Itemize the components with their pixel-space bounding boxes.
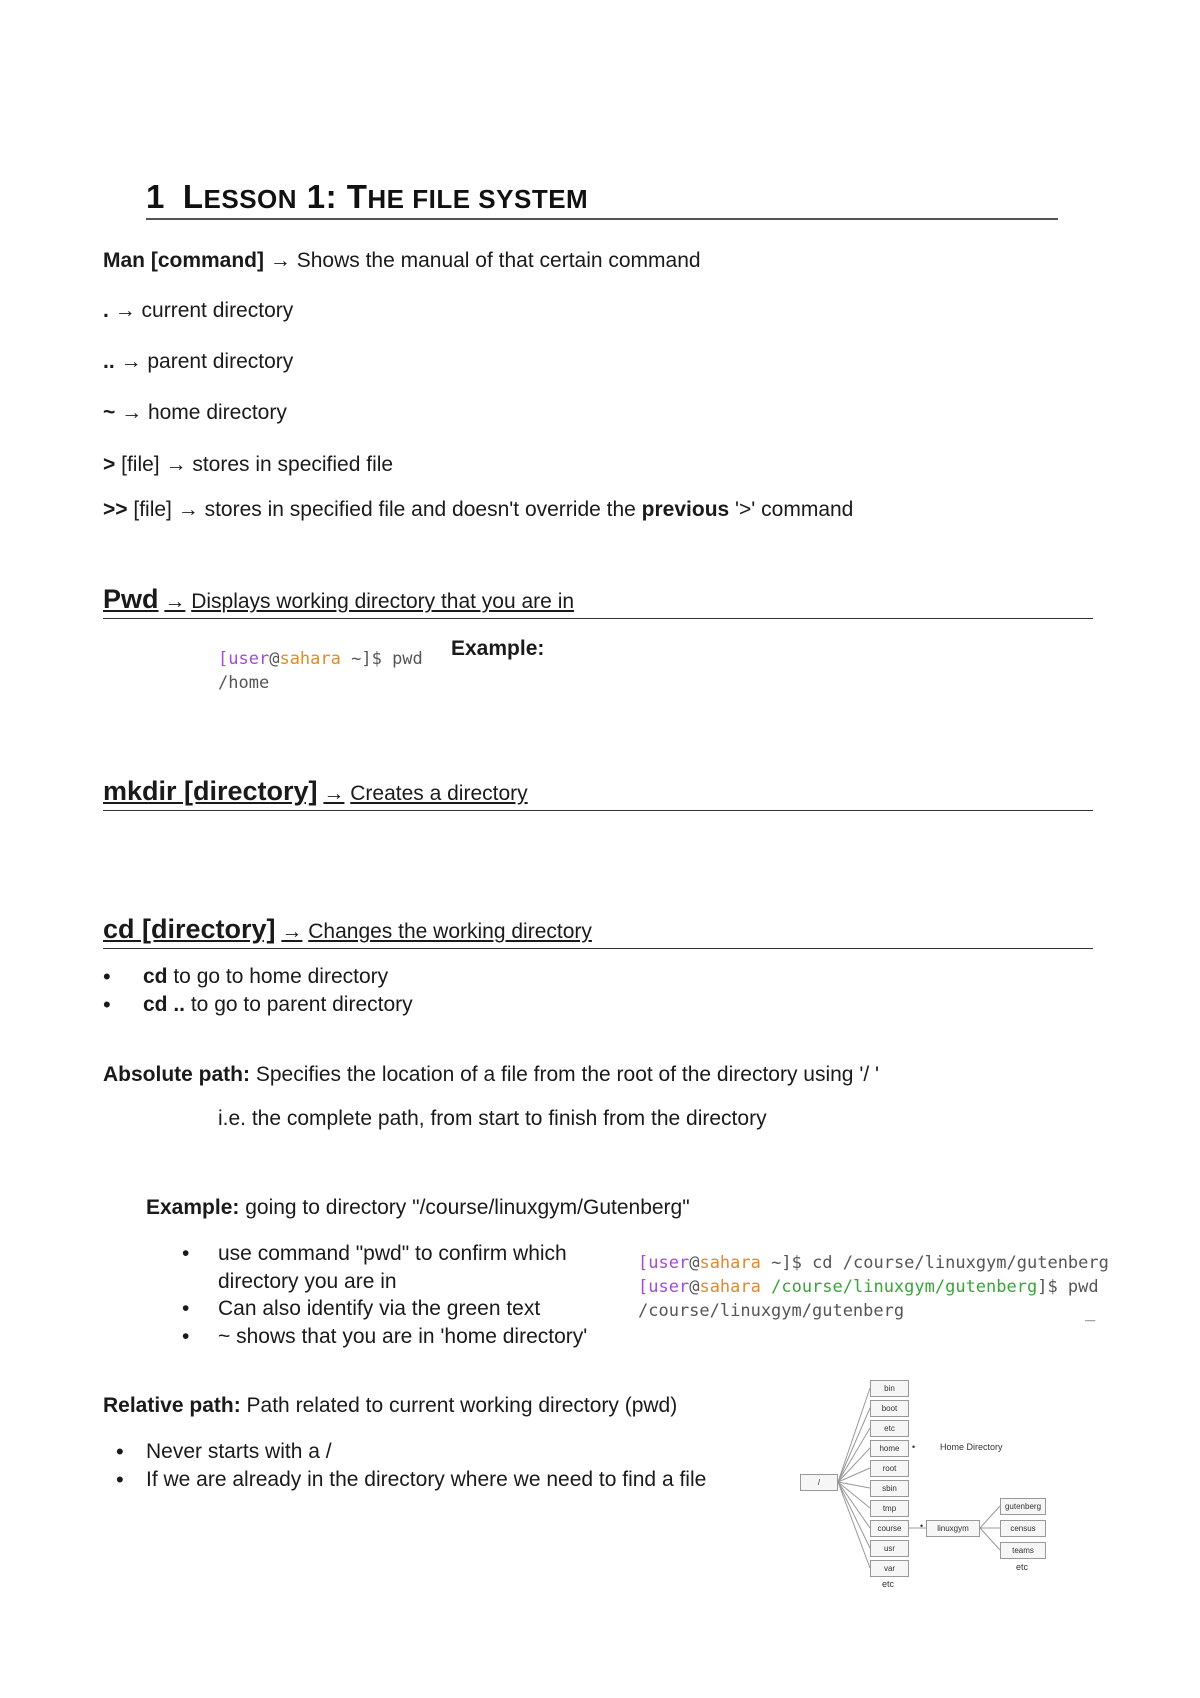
arrow-icon: →: [164, 590, 186, 613]
dot-line: [103, 299, 293, 323]
mkdir-title: mkdir [directory]: [103, 776, 318, 806]
list-item: • ~ shows that you are in 'home directory': [182, 1324, 588, 1348]
arrow-icon: →: [281, 920, 303, 943]
example-text: going to directory "/course/linuxgym/Gutenberg": [239, 1196, 690, 1219]
tree-node: census: [1000, 1520, 1046, 1537]
pwd-term-output: /home: [218, 673, 270, 693]
arrow-icon: →: [121, 401, 143, 424]
pwd-term-line1: [user@sahara ~]$ pwd: [218, 649, 423, 669]
relative-label: Relative path:: [103, 1394, 241, 1417]
list-item: • Can also identify via the green text: [182, 1297, 541, 1320]
gtgt-arg: [file]: [133, 498, 172, 521]
list-item: • If we are already in the directory where we need to find a file: [116, 1466, 706, 1494]
man-desc: Shows the manual of that certain command: [296, 249, 701, 272]
tree-home-label-dot: •: [912, 1442, 916, 1452]
cd-bullets: [103, 963, 413, 1019]
title-number: 1: [146, 178, 165, 215]
title-first: L: [182, 178, 204, 215]
gt-arg: [file]: [121, 453, 160, 476]
gtgt-desc-b: '>' command: [729, 498, 854, 521]
gtgt-desc-bold: previous: [641, 498, 730, 521]
list-item: • Never starts with a /: [116, 1438, 706, 1466]
arrow-icon: →: [165, 453, 187, 476]
relative-bullets: [116, 1438, 706, 1494]
man-cmd: Man [command]: [103, 249, 265, 272]
gtgt-desc-a: stores in specified file and doesn't override the: [204, 498, 642, 521]
pwd-example-label: Example:: [451, 637, 545, 660]
absolute-note: i.e. the complete path, from start to finish from the directory: [218, 1107, 767, 1130]
dot-desc: current directory: [141, 299, 294, 322]
absolute-bullets: [182, 1240, 587, 1350]
abs-term-line1: [user@sahara ~]$ cd /course/linuxgym/gutenberg: [638, 1253, 1109, 1273]
arrow-icon: →: [323, 782, 345, 805]
abs-term-line2: [user@sahara /course/linuxgym/gutenberg]$ pwd: [638, 1277, 1099, 1297]
arrow-icon: →: [177, 498, 199, 521]
tree-node: gutenberg: [1000, 1498, 1046, 1515]
dotdot-sym: ..: [103, 350, 115, 373]
tree-children-more: etc: [1016, 1562, 1029, 1572]
tree-node: bin: [870, 1380, 909, 1397]
tree-node: root: [870, 1460, 909, 1477]
tree-node: boot: [870, 1400, 909, 1417]
gt-sym: >: [103, 453, 116, 476]
absolute-example: [146, 1196, 690, 1220]
gtgt-line: [103, 498, 853, 522]
tree-node: course: [870, 1520, 909, 1537]
gtgt-sym: >>: [103, 498, 128, 521]
man-line: [103, 249, 701, 273]
tree-dirs-more: etc: [882, 1579, 895, 1589]
abs-term-line3: /course/linuxgym/gutenberg: [638, 1301, 905, 1321]
pwd-terminal: [218, 647, 423, 695]
tree-node: var: [870, 1560, 909, 1577]
absolute-line: [103, 1063, 879, 1087]
gt-desc: stores in specified file: [192, 453, 394, 476]
tree-connectors: [800, 1380, 1070, 1595]
directory-tree: [800, 1380, 1070, 1595]
absolute-text: Specifies the location of a file from the root of the directory using '/ ': [250, 1063, 880, 1086]
relative-line: [103, 1394, 677, 1418]
tilde-sym: ~: [103, 401, 116, 424]
title-rest1: ESSON: [203, 184, 298, 214]
arrow-icon: →: [114, 299, 136, 322]
dot-sym: .: [103, 299, 109, 322]
title-rest2: HE FILE SYSTEM: [367, 184, 589, 214]
mkdir-header: [103, 776, 1093, 811]
dotdot-line: [103, 350, 293, 374]
gt-line: [103, 453, 393, 477]
arrow-icon: →: [120, 350, 142, 373]
tree-node: teams: [1000, 1542, 1046, 1559]
cd-desc: Changes the working directory: [308, 920, 592, 943]
list-item-continued: directory you are in: [218, 1269, 397, 1293]
list-item: • cd to go to home directory: [103, 963, 413, 991]
tree-node: sbin: [870, 1480, 909, 1497]
terminal-cursor: _: [1085, 1302, 1096, 1322]
title-mid: 1: T: [297, 178, 368, 215]
tree-home-label: Home Directory: [940, 1442, 1003, 1452]
mkdir-desc: Creates a directory: [350, 782, 528, 805]
tree-node: tmp: [870, 1500, 909, 1517]
absolute-terminal: [638, 1251, 1109, 1323]
tree-node: home: [870, 1440, 909, 1457]
lesson-title: [146, 178, 1058, 220]
pwd-title: Pwd: [103, 584, 159, 614]
example-label: Example:: [146, 1196, 240, 1219]
tree-node-linuxgym: linuxgym: [926, 1520, 980, 1537]
cd-title: cd [directory]: [103, 914, 276, 944]
tilde-line: [103, 401, 287, 425]
tilde-desc: home directory: [147, 401, 287, 424]
list-item: • use command "pwd" to confirm which: [182, 1242, 567, 1265]
pwd-header: [103, 584, 1093, 619]
cd-header: [103, 914, 1093, 949]
tree-arrow-dot: •: [920, 1521, 924, 1531]
arrow-icon: →: [269, 249, 291, 272]
absolute-label: Absolute path:: [103, 1063, 250, 1086]
relative-text: Path related to current working directory (pwd): [240, 1394, 678, 1417]
dotdot-desc: parent directory: [147, 350, 294, 373]
tree-node: usr: [870, 1540, 909, 1557]
list-item: • cd .. to go to parent directory: [103, 991, 413, 1019]
tree-node-root: /: [800, 1474, 838, 1491]
tree-node: etc: [870, 1420, 909, 1437]
pwd-desc: Displays working directory that you are in: [191, 590, 575, 613]
